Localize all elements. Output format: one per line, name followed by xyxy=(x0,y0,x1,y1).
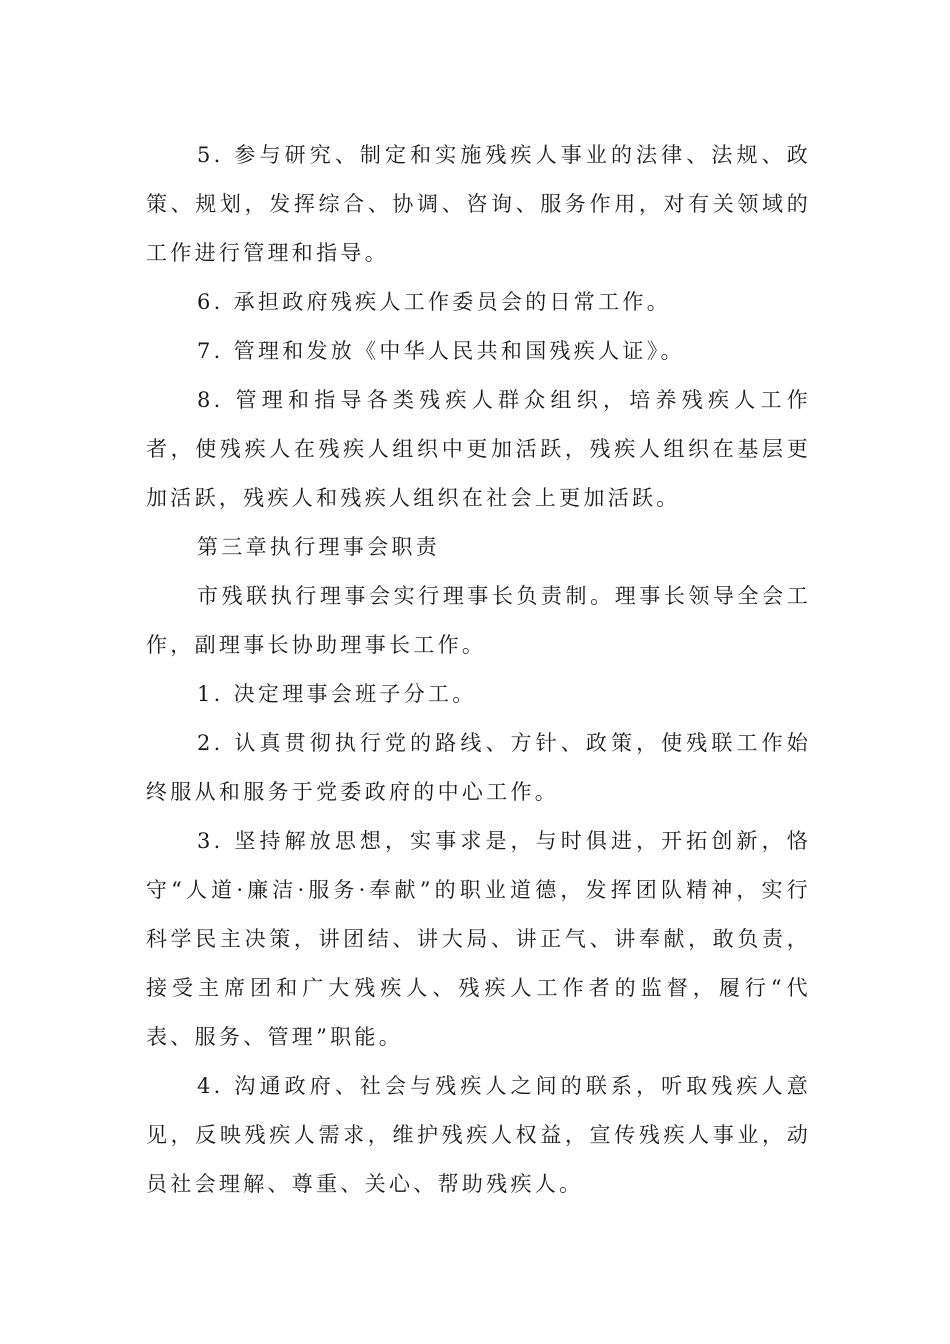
paragraph-item-5: 5. 参与研究、制定和实施残疾人事业的法律、法规、政策、规划，发挥综合、协调、咨询、服务作用，对有关领域的工作进行管理和指导。 xyxy=(146,143,811,265)
paragraph-item-8: 8. 管理和指导各类残疾人群众组织，培养残疾人工作者，使残疾人在残疾人组织中更加活跃，残疾人组织在基层更加活跃，残疾人和残疾人组织在社会上更加活跃。 xyxy=(146,388,811,510)
paragraph-duty-4: 4. 沟通政府、社会与残疾人之间的联系，听取残疾人意见，反映残疾人需求，维护残疾人权益，宣传残疾人事业，动员社会理解、尊重、关心、帮助残疾人。 xyxy=(146,1074,811,1196)
paragraph-item-6: 6. 承担政府残疾人工作委员会的日常工作。 xyxy=(197,290,672,314)
paragraph-duty-1: 1. 决定理事会班子分工。 xyxy=(197,682,477,706)
paragraph-item-7: 7. 管理和发放《中华人民共和国残疾人证》。 xyxy=(197,339,685,363)
document-body xyxy=(146,131,811,1209)
paragraph-duty-2: 2. 认真贯彻执行党的路线、方针、政策，使残联工作始终服从和服务于党委政府的中心工作。 xyxy=(146,731,811,804)
chapter-heading: 第三章执行理事会职责 xyxy=(197,535,440,559)
paragraph-intro: 市残联执行理事会实行理事长负责制。理事长领导全会工作，副理事长协助理事长工作。 xyxy=(146,584,811,657)
paragraph-duty-3: 3. 坚持解放思想，实事求是，与时俱进，开拓创新，恪守“人道·廉洁·服务·奉献”的职业道德，发挥团队精神，实行科学民主决策，讲团结、讲大局、讲正气、讲奉献，敢负责，接受主席团和广大残疾人、残疾人工作者的监督，履行“代表、服务、管理”职能。 xyxy=(146,829,811,1049)
